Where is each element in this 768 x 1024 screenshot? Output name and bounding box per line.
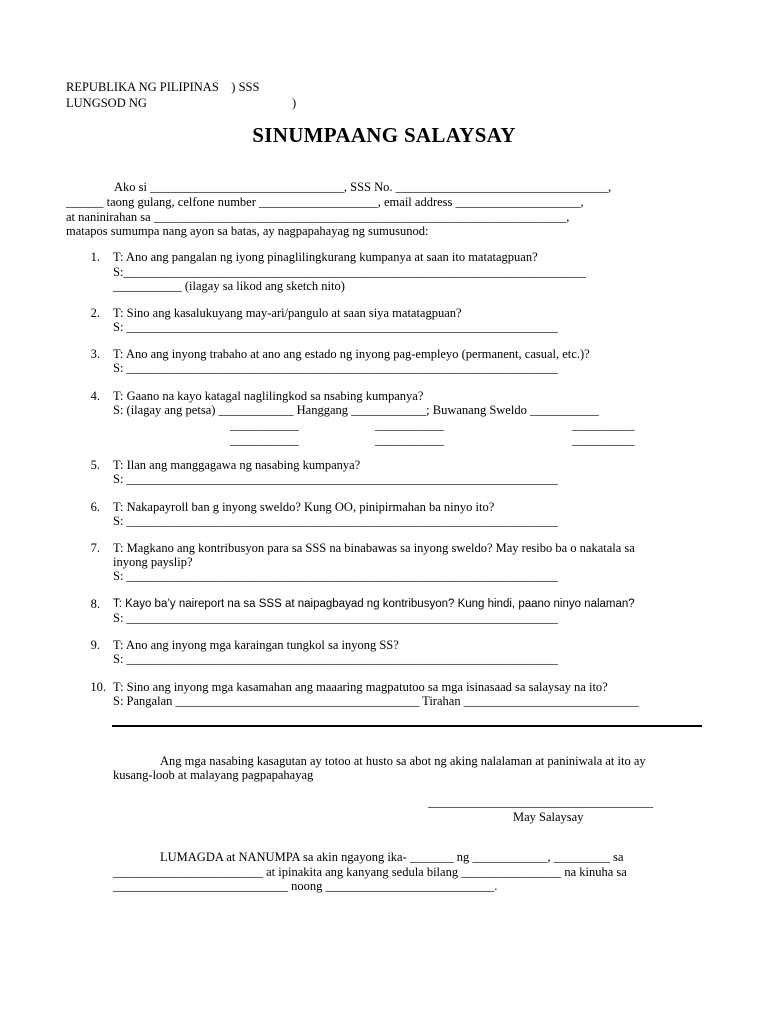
question-number: 2.: [90, 306, 100, 320]
question-1-text: T: Ano ang pangalan ng iyong pinaglilingkurang kumpanya at saan ito matatagpuan?: [113, 250, 538, 264]
salary-blank: __________: [572, 418, 635, 432]
answer-7-line: S: _____________________________________________________________________: [113, 569, 558, 583]
header-city-paren: ): [292, 96, 297, 110]
date-to-blank: ___________: [375, 433, 444, 447]
question-number: 6.: [90, 500, 100, 514]
question-number: 9.: [90, 638, 100, 652]
question-number: 1.: [90, 250, 100, 264]
signature-line: ____________________________________: [428, 795, 653, 809]
answer-5-line: S: _____________________________________________________________________: [113, 472, 558, 486]
answer-3-line: S: _____________________________________________________________________: [113, 361, 558, 375]
question-2-text: T: Sino ang kasalukuyang may-ari/pangulo at saan siya matatagpuan?: [113, 306, 462, 320]
header-republic: REPUBLIKA NG PILIPINAS ) SSS: [66, 80, 260, 94]
answer-1-note: ___________ (ilagay sa likod ang sketch nito): [113, 279, 345, 293]
question-8-text: T: Kayo ba’y naireport na sa SSS at naipagbayad ng kontribusyon? Kung hindi, paano ninyo nalaman?: [113, 598, 635, 610]
question-7-text-cont: inyong payslip?: [113, 555, 193, 569]
question-number: 10.: [90, 680, 106, 694]
question-number: 8.: [90, 597, 100, 611]
answer-10-line: S: Pangalan _______________________________________ Tirahan ____________________________: [113, 694, 639, 708]
question-number: 3.: [90, 347, 100, 361]
jurat-line-1: LUMAGDA at NANUMPA sa akin ngayong ika- _______ ng ____________, _________ sa: [160, 850, 624, 864]
intro-line-4: matapos sumumpa nang ayon sa batas, ay nagpapahayag ng sumusunod:: [66, 224, 429, 238]
intro-line-3: at naninirahan sa __________________________________________________________________,: [66, 210, 570, 224]
question-number: 4.: [90, 389, 100, 403]
date-from-blank: ___________: [230, 418, 299, 432]
section-divider: [112, 725, 702, 727]
jurat-line-2: ________________________ at ipinakita ang kanyang sedula bilang ________________ na kinuha sa: [113, 865, 627, 879]
answer-4-line: S: (ilagay ang petsa) ____________ Hanggang ____________; Buwanang Sweldo ___________: [113, 403, 599, 417]
question-7-text: T: Magkano ang kontribusyon para sa SSS na binabawas sa inyong sweldo? May resibo ba o nakatala sa: [113, 541, 635, 555]
jurat-line-3: ____________________________ noong ___________________________.: [113, 879, 498, 893]
question-4-text: T: Gaano na kayo katagal naglilingkod sa nsabing kumpanya?: [113, 389, 424, 403]
question-5-text: T: Ilan ang manggagawa ng nasabing kumpanya?: [113, 458, 361, 472]
document-title: SINUMPAANG SALAYSAY: [252, 123, 516, 147]
date-to-blank: ___________: [375, 418, 444, 432]
question-number: 5.: [90, 458, 100, 472]
salary-blank: __________: [572, 433, 635, 447]
intro-line-2: ______ taong gulang, celfone number ___________________, email address ____________________,: [66, 195, 584, 209]
question-6-text: T: Nakapayroll ban g inyong sweldo? Kung OO, pinipirmahan ba ninyo ito?: [113, 500, 495, 514]
header-city: LUNGSOD NG: [66, 96, 147, 110]
question-number: 7.: [90, 541, 100, 555]
question-10-text: T: Sino ang inyong mga kasamahan ang maaaring magpatutoo sa mga isinasaad sa salaysay na ito?: [113, 680, 608, 694]
answer-6-line: S: _____________________________________________________________________: [113, 514, 558, 528]
intro-line-1: Ako si _______________________________, SSS No. __________________________________,: [114, 180, 612, 194]
closing-statement-cont: kusang-loob at malayang pagpapahayag: [113, 768, 314, 782]
answer-1-line: S:__________________________________________________________________________: [113, 265, 586, 279]
closing-statement: Ang mga nasabing kasagutan ay totoo at husto sa abot ng aking nalalaman at paniniwala at ito ay: [160, 754, 646, 768]
question-3-text: T: Ano ang inyong trabaho at ano ang estado ng inyong pag-empleyo (permanent, casual, etc.)?: [113, 347, 590, 361]
answer-8-line: S: _____________________________________________________________________: [113, 611, 558, 625]
answer-9-line: S: _____________________________________________________________________: [113, 652, 558, 666]
date-from-blank: ___________: [230, 433, 299, 447]
question-9-text: T: Ano ang inyong mga karaingan tungkol sa inyong SS?: [113, 638, 399, 652]
answer-2-line: S: _____________________________________________________________________: [113, 320, 558, 334]
signature-label: May Salaysay: [513, 810, 584, 824]
